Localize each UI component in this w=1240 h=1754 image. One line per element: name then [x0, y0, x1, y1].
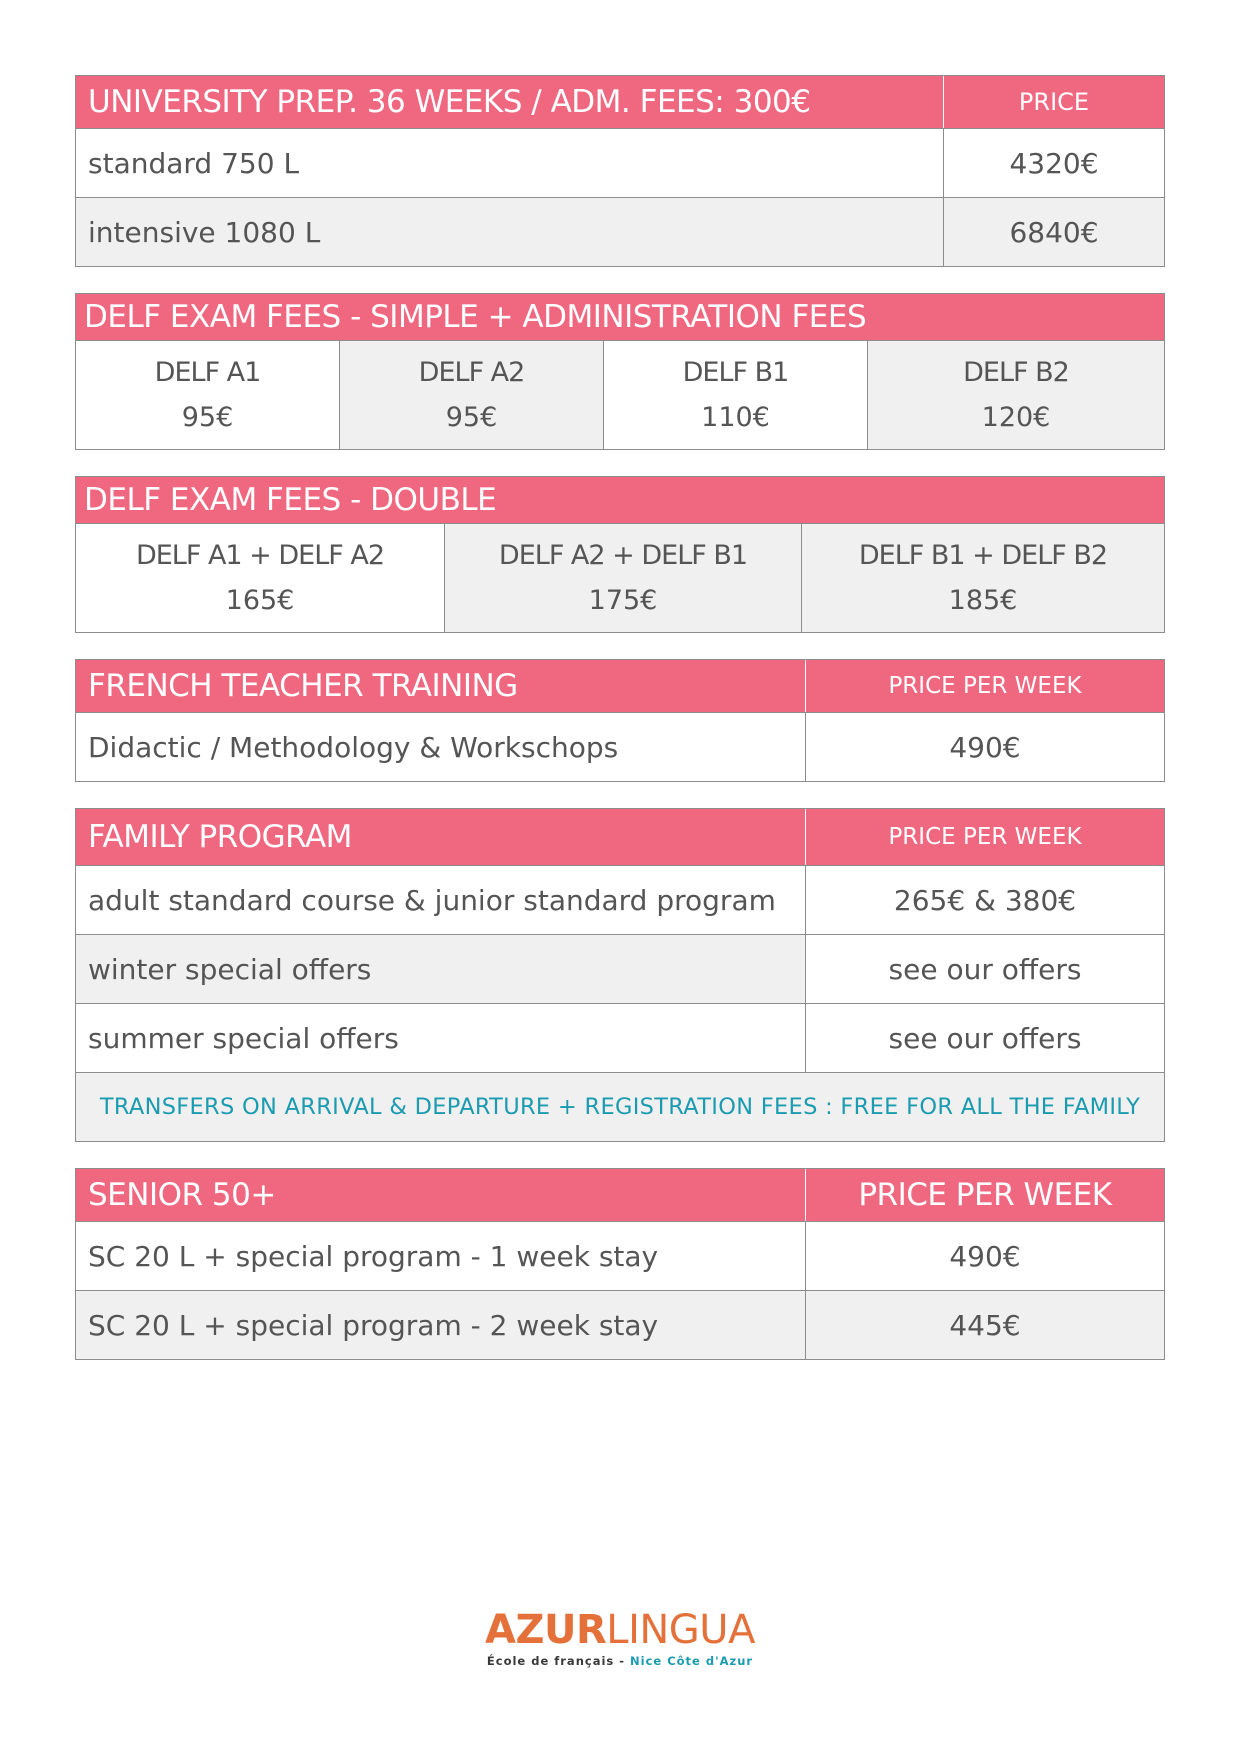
logo-lingua: LINGUA — [606, 1607, 755, 1653]
exam-grid — [76, 523, 1164, 632]
price-header: PRICE PER WEEK — [805, 809, 1164, 865]
table-header — [76, 477, 1164, 523]
row-price: 490€ — [805, 713, 1164, 781]
tagline-location: Nice Côte d'Azur — [630, 1654, 754, 1668]
row-label: standard 750 L — [88, 146, 300, 180]
row-price: 265€ & 380€ — [805, 866, 1164, 934]
teacher-training-table — [75, 659, 1165, 782]
family-program-table — [75, 808, 1165, 1142]
tagline-school: École de français — [486, 1654, 615, 1668]
row-price: 445€ — [805, 1291, 1164, 1359]
exam-label: DELF A2 — [418, 357, 525, 388]
exam-cell — [444, 524, 801, 632]
table-row — [76, 1003, 1164, 1072]
row-price: 6840€ — [943, 198, 1164, 266]
exam-label: DELF B2 — [963, 357, 1069, 388]
university-prep-table — [75, 75, 1165, 267]
exam-cell — [801, 524, 1164, 632]
exam-label: DELF A1 + DELF A2 — [135, 540, 385, 571]
table-row — [76, 934, 1164, 1003]
price-header: PRICE PER WEEK — [805, 1169, 1164, 1221]
exam-cell — [76, 341, 339, 449]
row-price: 490€ — [805, 1222, 1164, 1290]
exam-grid — [76, 340, 1164, 449]
table-row — [76, 128, 1164, 197]
row-label: winter special offers — [88, 952, 372, 986]
table-title: FAMILY PROGRAM — [88, 819, 352, 855]
azurlingua-logo — [0, 1608, 1240, 1668]
exam-price: 120€ — [981, 402, 1051, 433]
table-header — [76, 660, 1164, 712]
row-label: intensive 1080 L — [88, 215, 321, 249]
table-title: SENIOR 50+ — [88, 1177, 276, 1213]
exam-cell — [76, 524, 444, 632]
table-row — [76, 197, 1164, 266]
row-label: adult standard course & junior standard program — [88, 883, 776, 917]
row-label: summer special offers — [88, 1021, 399, 1055]
row-price: see our offers — [805, 1004, 1164, 1072]
family-note: TRANSFERS ON ARRIVAL & DEPARTURE + REGISTRATION FEES : FREE FOR ALL THE FAMILY — [76, 1072, 1164, 1141]
exam-price: 95€ — [445, 402, 498, 433]
table-row — [76, 1221, 1164, 1290]
table-row — [76, 865, 1164, 934]
table-row — [76, 1290, 1164, 1359]
table-title: DELF EXAM FEES - SIMPLE + ADMINISTRATION FEES — [84, 299, 867, 335]
row-label: SC 20 L + special program - 1 week stay — [88, 1239, 659, 1273]
exam-label: DELF A1 — [154, 357, 261, 388]
price-header: PRICE PER WEEK — [805, 660, 1164, 712]
exam-cell — [867, 341, 1164, 449]
table-title: UNIVERSITY PREP. 36 WEEKS / ADM. FEES: 300€ — [88, 84, 811, 120]
table-header — [76, 1169, 1164, 1221]
delf-simple-table — [75, 293, 1165, 450]
delf-double-table — [75, 476, 1165, 633]
row-price: see our offers — [805, 935, 1164, 1003]
table-title: DELF EXAM FEES - DOUBLE — [84, 482, 497, 518]
tagline-separator: - — [614, 1654, 631, 1668]
logo-tagline — [0, 1654, 1240, 1668]
senior-table — [75, 1168, 1165, 1360]
table-header — [76, 76, 1164, 128]
exam-price: 165€ — [225, 585, 295, 616]
exam-label: DELF B1 — [682, 357, 789, 388]
table-header — [76, 294, 1164, 340]
row-label: SC 20 L + special program - 2 week stay — [88, 1308, 659, 1342]
exam-cell — [603, 341, 867, 449]
price-list — [75, 75, 1165, 1386]
row-price: 4320€ — [943, 129, 1164, 197]
row-label: Didactic / Methodology & Workschops — [88, 730, 619, 764]
table-title: FRENCH TEACHER TRAINING — [88, 668, 518, 704]
exam-price: 110€ — [701, 402, 770, 433]
exam-price: 185€ — [948, 585, 1018, 616]
exam-price: 95€ — [181, 402, 234, 433]
logo-azur: AZUR — [485, 1607, 607, 1653]
price-header: PRICE — [943, 76, 1164, 128]
exam-label: DELF A2 + DELF B1 — [498, 540, 748, 571]
exam-label: DELF B1 + DELF B2 — [858, 540, 1108, 571]
logo-wordmark — [0, 1608, 1240, 1652]
exam-cell — [339, 341, 603, 449]
table-header — [76, 809, 1164, 865]
table-row — [76, 712, 1164, 781]
exam-price: 175€ — [588, 585, 658, 616]
